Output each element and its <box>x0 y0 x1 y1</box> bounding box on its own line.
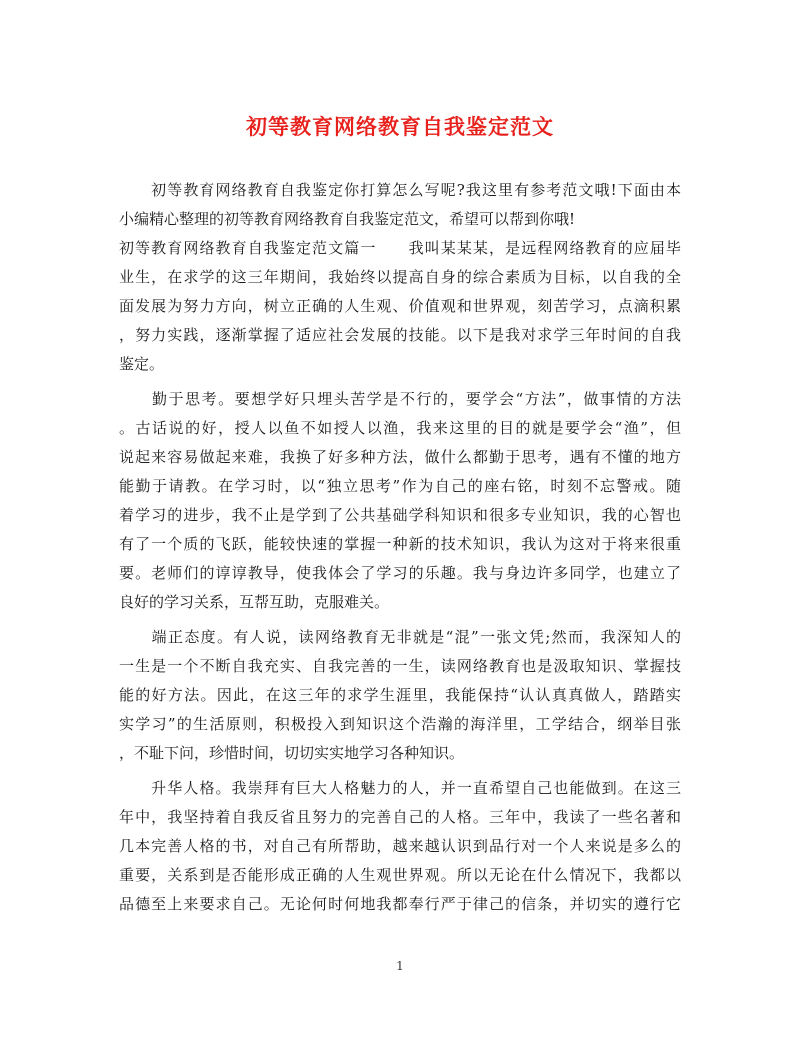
text-line: 。古话说的好，授人以鱼不如授人以渔，我来这里的目的就是要学会“渔”，但 <box>119 419 681 437</box>
text-line: 要。老师们的谆谆教导，使我体会了学习的乐趣。我与身边许多同学，也建立了 <box>119 564 681 582</box>
document-body <box>119 176 681 919</box>
text-line: 实学习”的生活原则，积极投入到知识这个浩瀚的海洋里，工学结合，纲举目张 <box>119 715 681 733</box>
text-line: 良好的学习关系，互帮互助，克服难关。 <box>119 593 390 611</box>
text-line: 初等教育网络教育自我鉴定范文篇一 我叫某某某，是远程网络教育的应届毕 <box>119 239 681 257</box>
text-line: 说起来容易做起来难，我换了好多种方法，做什么都勤于思考，遇有不懂的地方 <box>119 448 681 466</box>
text-line: 勤于思考。要想学好只埋头苦学是不行的，要学会“方法”，做事情的方法 <box>119 390 681 408</box>
text-line: 年中，我坚持着自我反省且努力的完善自己的人格。三年中，我读了一些名著和 <box>119 808 681 826</box>
text-line: 重要，关系到是否能形成正确的人生观世界观。所以无论在什么情况下，我都以 <box>119 866 681 884</box>
text-line: 初等教育网络教育自我鉴定你打算怎么写呢?我这里有参考范文哦!下面由本 <box>119 181 681 199</box>
text-line: 业生，在求学的这三年期间，我始终以提高自身的综合素质为目标，以自我的全 <box>119 268 681 286</box>
text-line: 一生是一个不断自我充实、自我完善的一生，读网络教育也是汲取知识、掌握技 <box>119 657 681 675</box>
text-line: 能勤于请教。在学习时，以“独立思考”作为自己的座右铭，时刻不忘警戒。随 <box>119 477 681 495</box>
page-number: 1 <box>396 959 404 973</box>
text-line: 有了一个质的飞跃，能较快速的掌握一种新的技术知识，我认为这对于将来很重 <box>119 535 681 553</box>
text-line: 升华人格。我崇拜有巨大人格魅力的人，并一直希望自己也能做到。在这三 <box>119 779 681 797</box>
text-line: 几本完善人格的书，对自己有所帮助，越来越认识到品行对一个人来说是多么的 <box>119 837 681 855</box>
text-line: 品德至上来要求自己。无论何时何地我都奉行严于律己的信条，并切实的遵行它 <box>119 895 681 913</box>
text-line: ，不耻下问，珍惜时间，切切实实地学习各种知识。 <box>119 744 465 762</box>
text-line: 面发展为努力方向，树立正确的人生观、价值观和世界观，刻苦学习，点滴积累 <box>119 297 681 315</box>
text-line: 鉴定。 <box>119 355 165 373</box>
document-title: 初等教育网络教育自我鉴定范文 <box>246 114 554 139</box>
text-line: 小编精心整理的初等教育网络教育自我鉴定范文，希望可以帮到你哦! <box>119 210 576 228</box>
text-line: ，努力实践，逐渐掌握了适应社会发展的技能。以下是我对求学三年时间的自我 <box>119 326 681 344</box>
text-line: 端正态度。有人说，读网络教育无非就是“混”一张文凭;然而，我深知人的 <box>119 628 681 646</box>
text-line: 着学习的进步，我不止是学到了公共基础学科知识和很多专业知识，我的心智也 <box>119 506 681 524</box>
text-line: 能的好方法。因此，在这三年的求学生涯里，我能保持“认认真真做人，踏踏实 <box>119 686 681 704</box>
